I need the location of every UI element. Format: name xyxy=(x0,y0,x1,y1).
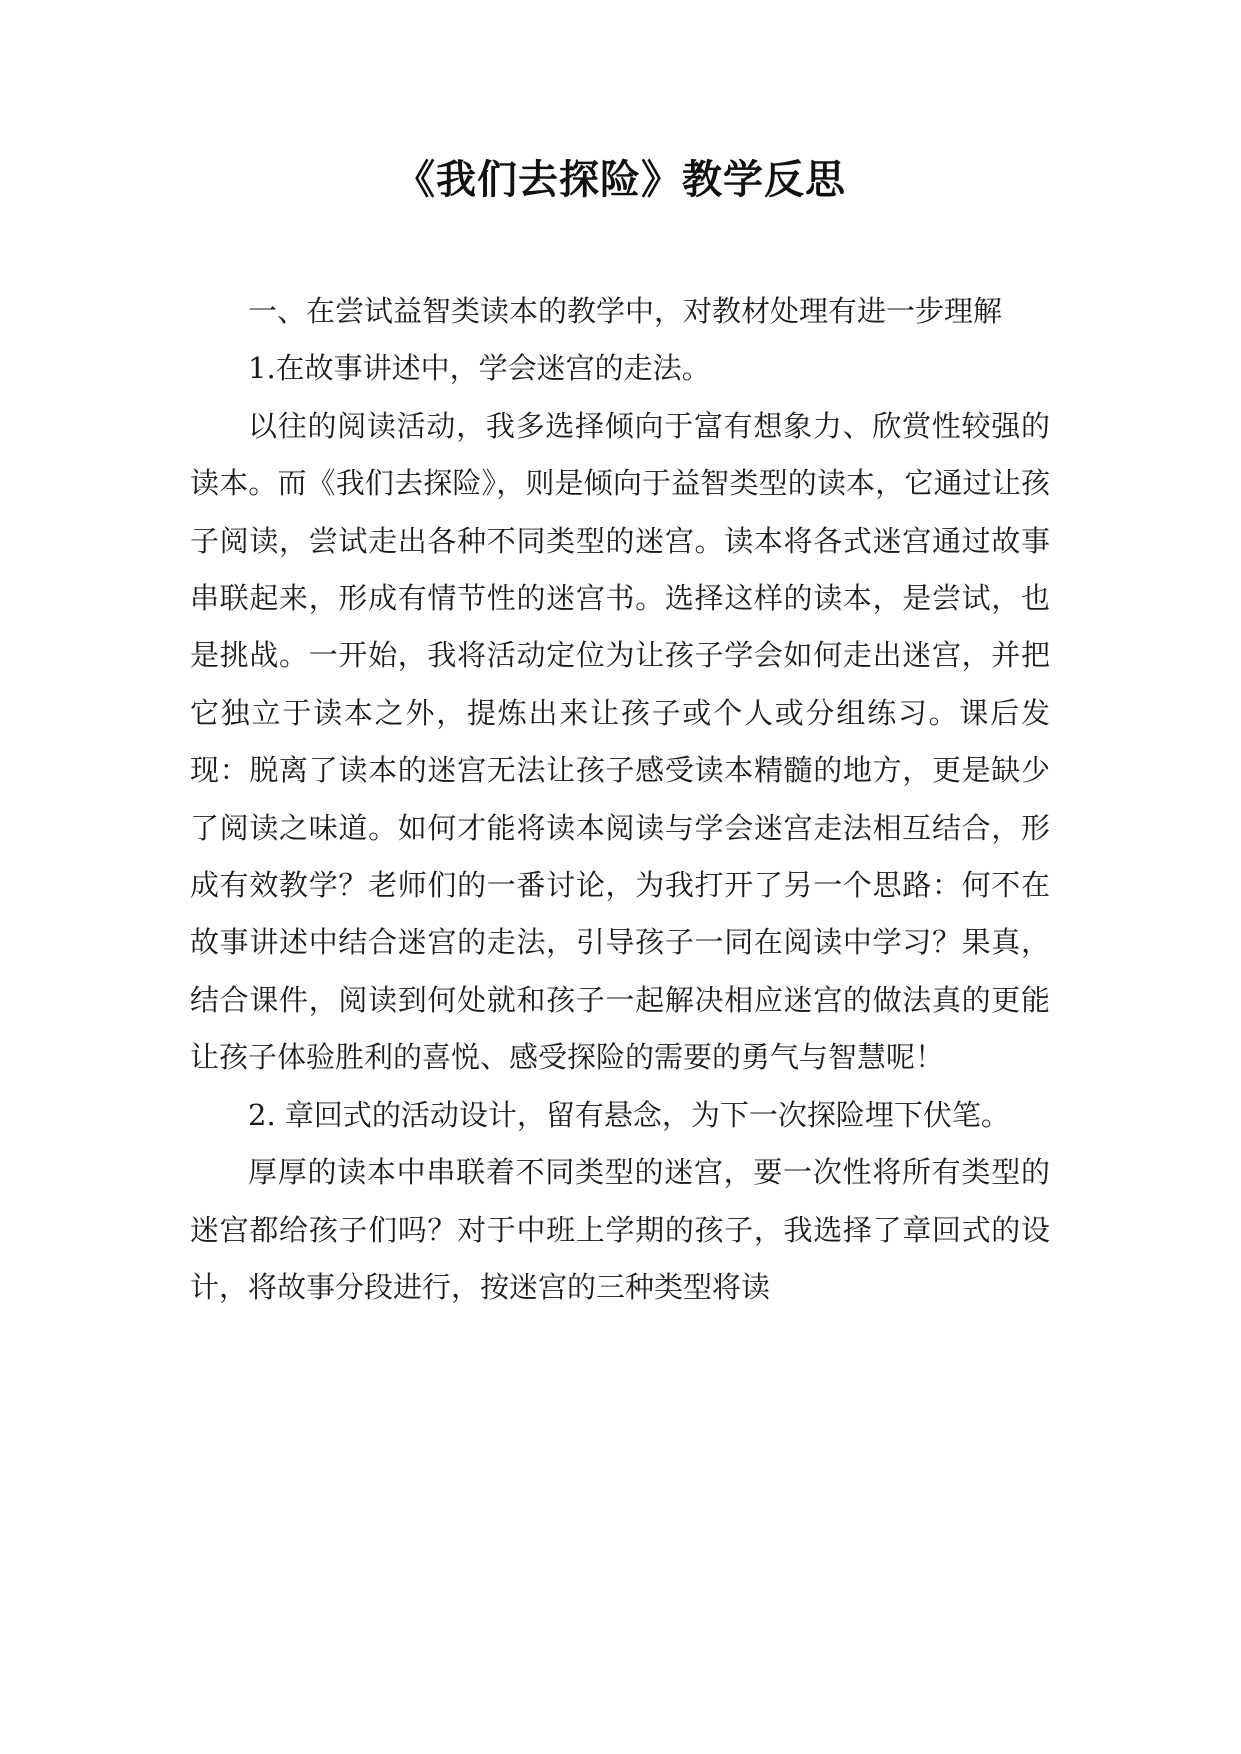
subheading-1: 1.在故事讲述中，学会迷宫的走法。 xyxy=(248,351,711,386)
section-heading: 一、在尝试益智类读本的教学中，对教材处理有进一步理解 xyxy=(248,294,1003,328)
subheading-2: 2. 章回式的活动设计，留有悬念，为下一次探险埋下伏笔。 xyxy=(248,1097,1010,1132)
document-title: 《我们去探险》教学反思 xyxy=(395,157,846,203)
paragraph-2: 厚厚的读本中串联着不同类型的迷宫，要一次性将所有类型的迷宫都给孩子们吗？对于中班上学期的孩子，我选择了章回式的设计，将故事分段进行，按迷宫的三种类型将读 xyxy=(190,1155,1050,1304)
paragraph-1: 以往的阅读活动，我多选择倾向于富有想象力、欣赏性较强的读本。而《我们去探险》，则是倾向于益智类型的读本，它通过让孩子阅读，尝试走出各种不同类型的迷宫。读本将各式迷宫通过故事串联起来，形成有情节性的迷宫书。选择这样的读本，是尝试，也是挑战。一开始，我将活动定位为让孩子学会如何走出迷宫，并把它独立于读本之外，提炼出来让孩子或个人或分组练习。课后发现：脱离了读本的迷宫无法让孩子感受读本精髓的地方，更是缺少了阅读之味道。如何才能将读本阅读与学会迷宫走法相互结合，形成有效教学？老师们的一番讨论，为我打开了另一个思路：何不在故事讲述中结合迷宫的走法，引导孩子一同在阅读中学习？果真，结合课件，阅读到何处就和孩子一起解决相应迷宫的做法真的更能让孩子体验胜利的喜悦、感受探险的需要的勇气与智慧呢！ xyxy=(190,408,1050,1075)
document-body xyxy=(190,283,1050,1316)
